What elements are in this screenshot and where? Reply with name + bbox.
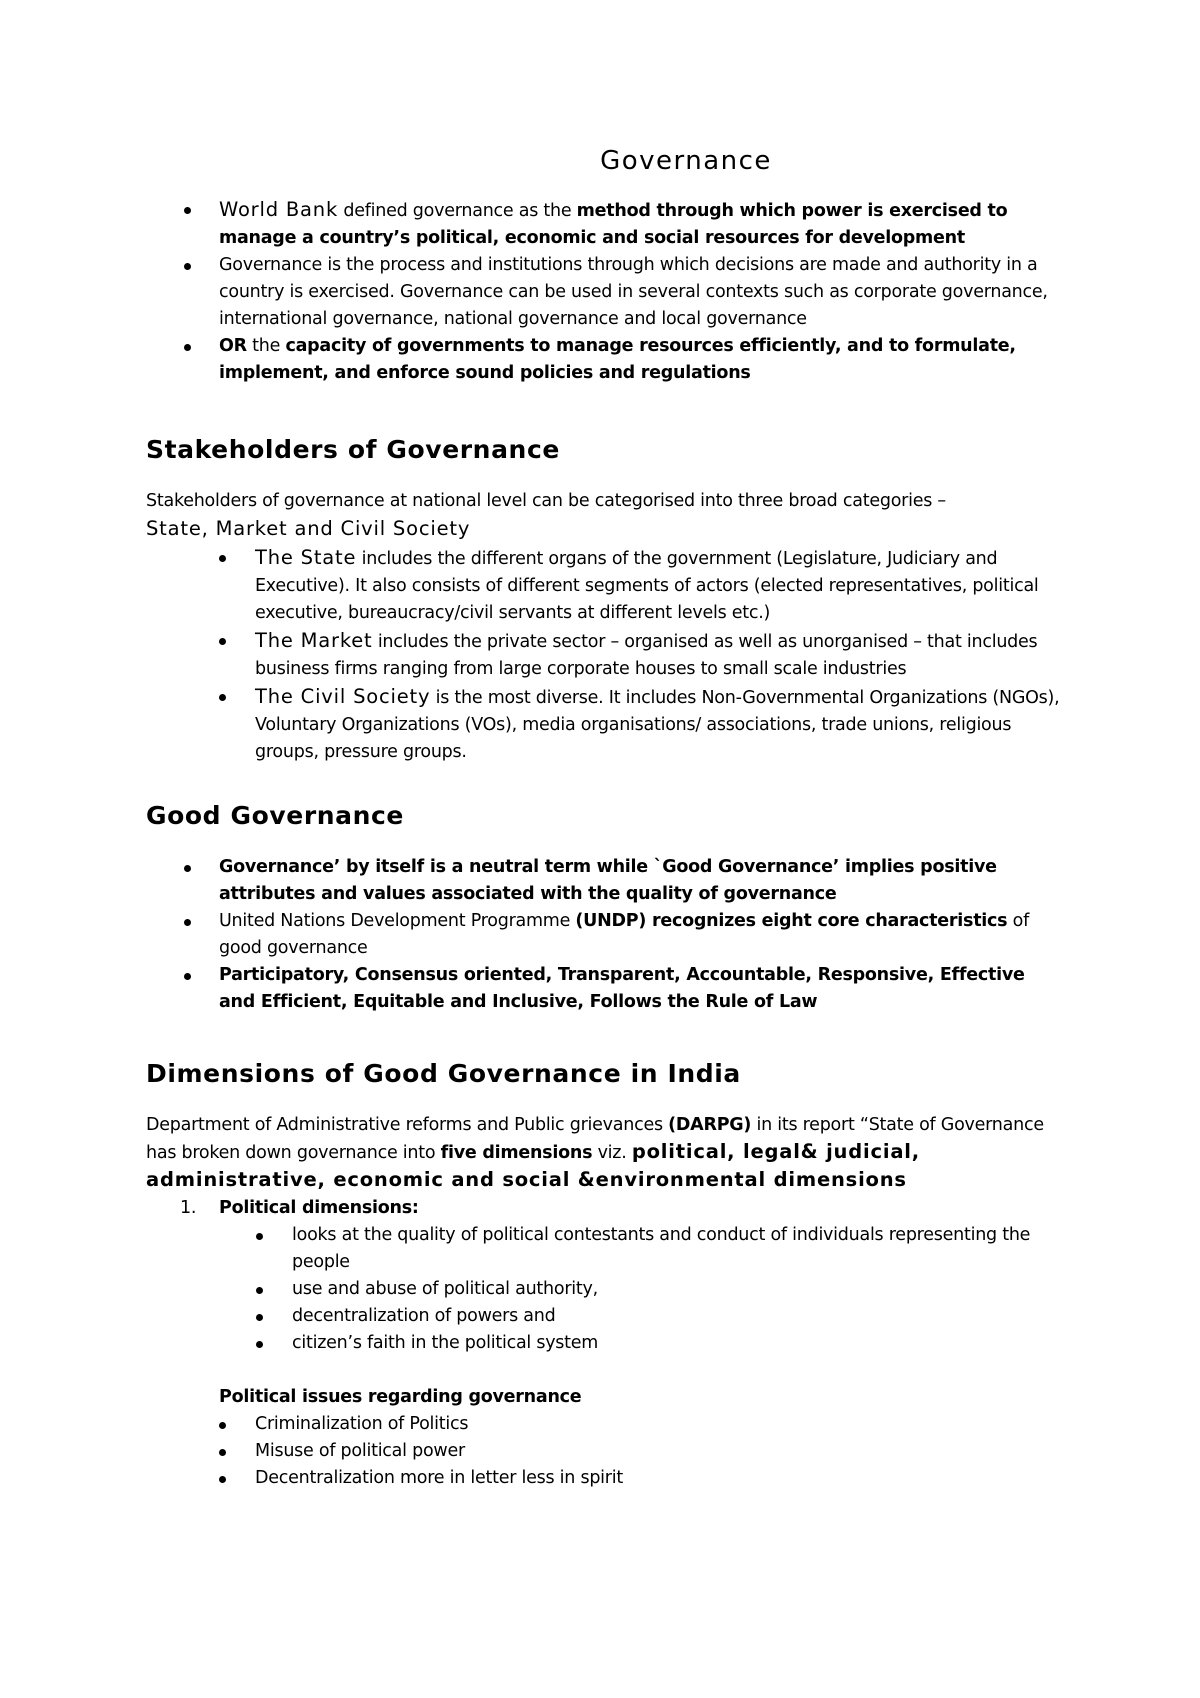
intro-wide-text: political, legal& judicial, administrative, economic and social &environmental dimensions <box>146 1140 920 1191</box>
list-item <box>146 1276 1066 1303</box>
list-item <box>146 627 1066 683</box>
bullet-icon <box>219 1476 226 1483</box>
item-bold: (UNDP) recognizes eight core characteristics <box>575 911 1008 931</box>
bullet-icon <box>256 1287 263 1294</box>
list-item <box>146 1438 1066 1465</box>
item-text: citizen’s faith in the political system <box>292 1333 599 1353</box>
item-lead: The Market <box>255 629 373 652</box>
list-item <box>146 544 1066 627</box>
list-item <box>146 854 1066 908</box>
item-text: includes the private sector – organised as well as unorganised – that includes business firms ranging from large corporate houses to small scale industries <box>255 632 1038 679</box>
item-text: the <box>246 336 286 356</box>
intro-text: in its report “State of Governance has broken down governance into <box>146 1115 1044 1163</box>
bullet-icon <box>219 1449 226 1456</box>
good-governance-section <box>146 854 1066 1016</box>
dimensions-section <box>146 1112 1066 1492</box>
bullet-icon <box>184 865 191 872</box>
stakeholders-section <box>146 488 1066 766</box>
item-bold: method through which power is exercised to manage a country’s political, economic and social resources for development <box>219 201 1008 248</box>
bullet-icon <box>256 1341 263 1348</box>
bullet-icon <box>219 555 226 562</box>
bullet-icon <box>184 973 191 980</box>
bullet-icon <box>256 1233 263 1240</box>
item-text: Misuse of political power <box>255 1441 465 1461</box>
item-text: Governance is the process and institutions through which decisions are made and authority in a country is exercised. Governance can be used in several contexts such as corporate governance, international governance, national governance and local governance <box>219 255 1048 329</box>
item-text: Decentralization more in letter less in spirit <box>255 1468 623 1488</box>
list-item <box>146 1411 1066 1438</box>
item-text: decentralization of powers and <box>292 1306 556 1326</box>
list-item <box>146 1222 1066 1276</box>
item-text: use and abuse of political authority, <box>292 1279 598 1299</box>
list-item <box>146 1303 1066 1330</box>
list-item <box>146 196 1066 252</box>
item-text: Criminalization of Politics <box>255 1414 469 1434</box>
item-bold: capacity of governments to manage resources efficiently, and to formulate, implement, and enforce sound policies and regulations <box>219 336 1016 383</box>
intro-bold: five dimensions <box>440 1143 593 1163</box>
bullet-icon <box>184 344 191 351</box>
item-bold: Governance’ by itself is a neutral term while `Good Governance’ implies positive attributes and values associated with the quality of governance <box>219 857 997 904</box>
bullet-icon <box>184 919 191 926</box>
intro-text: Stakeholders of governance at national level can be categorised into three broad categories – <box>146 491 946 511</box>
label-text: Political dimensions: <box>219 1198 419 1218</box>
bullet-icon <box>219 694 226 701</box>
label-text: Political issues regarding governance <box>219 1387 582 1407</box>
dimensions-intro <box>146 1112 1066 1195</box>
item-text: of good governance <box>219 911 1030 958</box>
item-lead: The Civil Society <box>255 685 431 708</box>
bullet-icon <box>184 263 191 270</box>
good-governance-heading: Good Governance <box>146 801 404 830</box>
intro-bold: (DARPG) <box>668 1115 752 1135</box>
list-item <box>146 333 1066 387</box>
item-text: is the most diverse. It includes Non-Governmental Organizations (NGOs), Voluntary Organizations (VOs), media organisations/ associations, trade unions, religious groups, pressure groups. <box>255 688 1060 762</box>
list-item <box>146 252 1066 333</box>
bullet-icon <box>219 638 226 645</box>
list-number: 1. <box>180 1198 197 1218</box>
political-dimensions-label <box>146 1195 1066 1222</box>
dimensions-heading: Dimensions of Good Governance in India <box>146 1059 741 1088</box>
item-lead: The State <box>255 546 357 569</box>
list-item <box>146 908 1066 962</box>
intro-section <box>146 196 1066 387</box>
list-item <box>146 683 1066 766</box>
list-item <box>146 962 1066 1016</box>
item-lead: World Bank <box>219 198 339 221</box>
intro-text: viz. <box>592 1143 632 1163</box>
list-item <box>146 1465 1066 1492</box>
stakeholders-heading: Stakeholders of Governance <box>146 435 560 464</box>
intro-text: Department of Administrative reforms and Public grievances <box>146 1115 669 1135</box>
item-text: defined governance as the <box>338 201 577 221</box>
political-issues-heading <box>146 1384 1066 1411</box>
item-text: looks at the quality of political contestants and conduct of individuals representing the people <box>292 1225 1031 1272</box>
item-text: includes the different organs of the government (Legislature, Judiciary and Executive). It also consists of different segments of actors (elected representatives, political executive, bureaucracy/civil servants at different levels etc.) <box>255 549 1039 623</box>
stakeholders-intro <box>146 488 1066 544</box>
bullet-icon <box>219 1422 226 1429</box>
bullet-icon <box>256 1314 263 1321</box>
document-title: Governance <box>600 146 772 176</box>
item-lead: OR <box>219 336 247 356</box>
item-bold: Participatory, Consensus oriented, Transparent, Accountable, Responsive, Effective and Efficient, Equitable and Inclusive, Follows the Rule of Law <box>219 965 1025 1012</box>
list-item <box>146 1330 1066 1357</box>
bullet-icon <box>184 207 191 214</box>
item-text: United Nations Development Programme <box>219 911 576 931</box>
intro-wide-text: State, Market and Civil Society <box>146 517 471 540</box>
